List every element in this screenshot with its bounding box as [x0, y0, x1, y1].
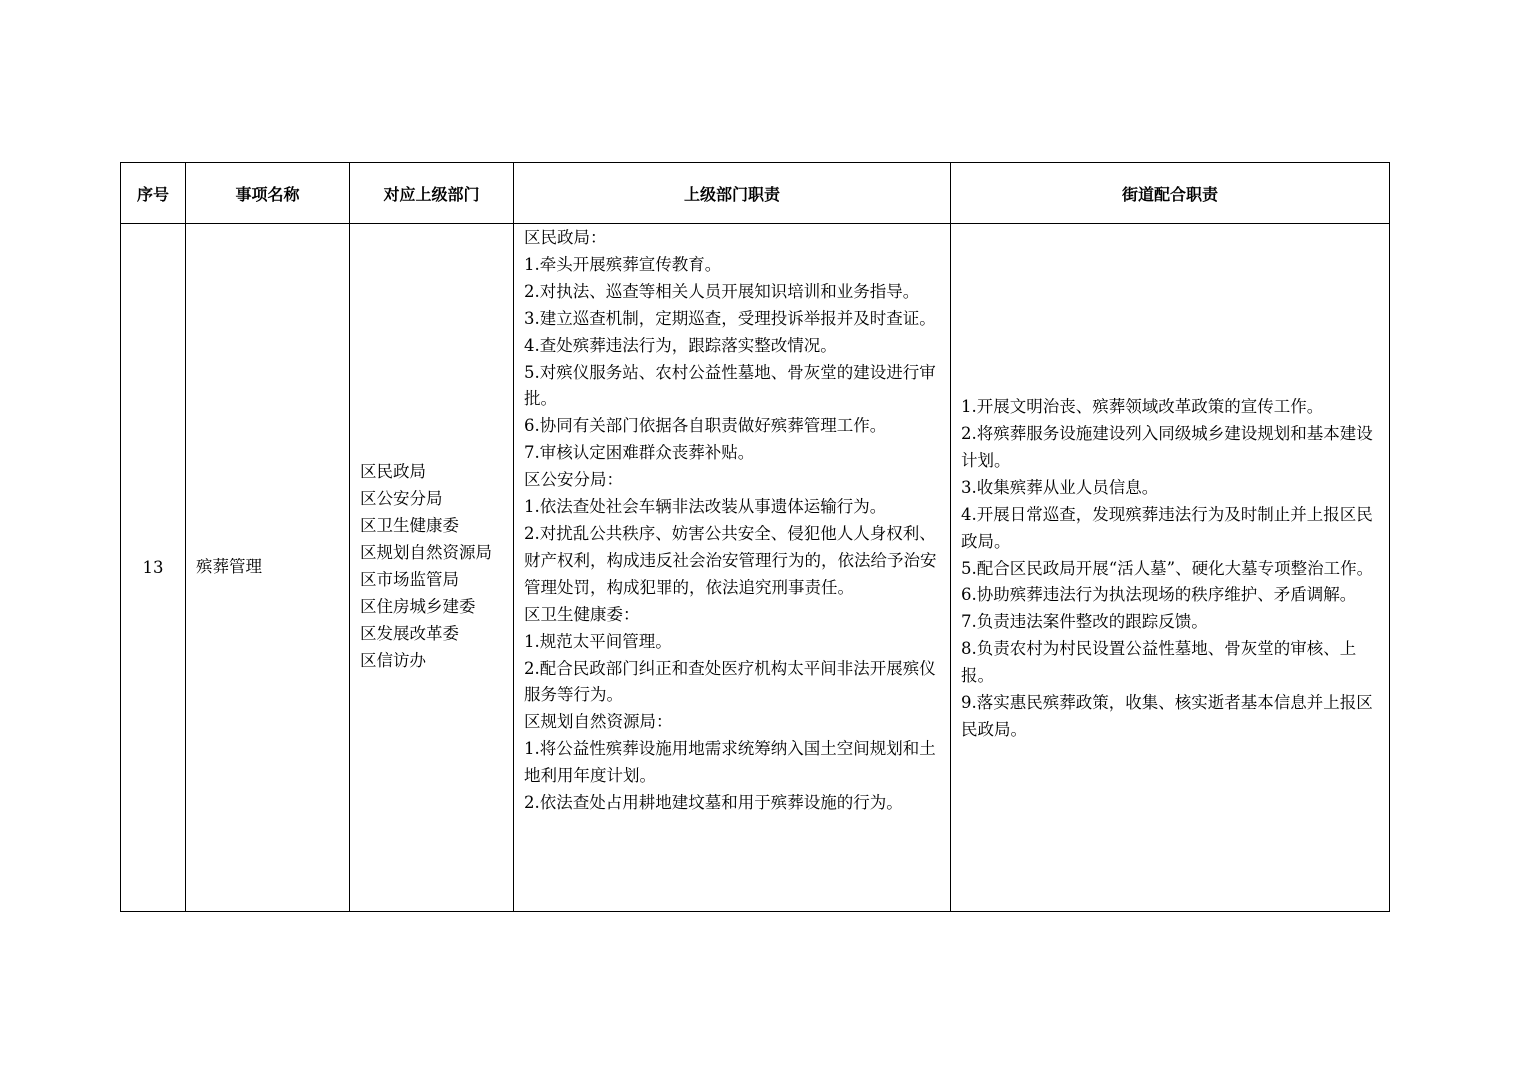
superior-duty-item: 区民政局： — [524, 228, 607, 247]
superior-duty-item: 5.对殡仪服务站、农村公益性墓地、骨灰堂的建设进行审批。 — [524, 362, 936, 409]
header-item-name: 事项名称 — [186, 163, 350, 224]
street-duty-item: 6.协助殡葬违法行为执法现场的秩序维护、矛盾调解。 — [961, 585, 1357, 605]
superior-duty-item: 4.查处殡葬违法行为，跟踪落实整改情况。 — [524, 335, 837, 355]
department-item: 区市场监管局 — [360, 570, 459, 589]
street-duty-item: 8.负责农村为村民设置公益性墓地、骨灰堂的审核、上报。 — [961, 639, 1357, 686]
street-duty-item: 4.开展日常巡查，发现殡葬违法行为及时制止并上报区民政局。 — [961, 504, 1373, 551]
superior-duty-item: 2.依法查处占用耕地建坟墓和用于殡葬设施的行为。 — [524, 793, 903, 813]
superior-duty-item: 3.建立巡查机制，定期巡查，受理投诉举报并及时查证。 — [524, 308, 936, 328]
street-duty-item: 3.收集殡葬从业人员信息。 — [961, 477, 1159, 497]
header-street-duties: 街道配合职责 — [951, 163, 1390, 224]
street-duty-item: 7.负责违法案件整改的跟踪反馈。 — [961, 612, 1208, 632]
header-superior-duties: 上级部门职责 — [514, 163, 951, 224]
departments-cell — [350, 224, 514, 912]
header-row — [121, 163, 1390, 224]
street-duty-item: 5.配合区民政局开展“活人墓”、硬化大墓专项整治工作。 — [961, 558, 1374, 578]
superior-duty-item: 1.依法查处社会车辆非法改装从事遗体运输行为。 — [524, 497, 887, 517]
superior-duties-cell — [514, 224, 951, 912]
superior-duty-item: 1.将公益性殡葬设施用地需求统筹纳入国土空间规划和土地利用年度计划。 — [524, 739, 936, 786]
street-duty-list — [961, 224, 1379, 910]
superior-duty-list — [524, 225, 940, 910]
street-duty-item: 1.开展文明治丧、殡葬领域改革政策的宣传工作。 — [961, 397, 1324, 417]
department-item: 区发展改革委 — [360, 623, 459, 643]
street-duties-cell — [951, 224, 1390, 912]
department-item: 区信访办 — [360, 650, 426, 670]
table-row — [121, 224, 1390, 912]
department-item: 区民政局 — [360, 462, 426, 482]
superior-duty-item: 区公安分局： — [524, 470, 623, 490]
serial-cell — [121, 224, 186, 912]
superior-duty-item: 2.配合民政部门纠正和查处医疗机构太平间非法开展殡仪服务等行为。 — [524, 658, 936, 705]
superior-duty-item: 6.协同有关部门依据各自职责做好殡葬管理工作。 — [524, 416, 887, 436]
superior-duty-item: 7.审核认定困难群众丧葬补贴。 — [524, 443, 755, 463]
department-list — [360, 224, 503, 910]
duty-table — [120, 162, 1390, 912]
item-name: 殡葬管理 — [196, 556, 262, 576]
superior-duty-item: 区规划自然资源局： — [524, 712, 673, 732]
superior-duty-item: 1.规范太平间管理。 — [524, 631, 672, 651]
department-item: 区公安分局 — [360, 489, 443, 509]
street-duty-item: 9.落实惠民殡葬政策，收集、核实逝者基本信息并上报区民政局。 — [961, 693, 1373, 739]
superior-duty-item: 1.牵头开展殡葬宣传教育。 — [524, 254, 722, 274]
header-serial: 序号 — [121, 163, 186, 224]
superior-duty-item: 2.对扰乱公共秩序、妨害公共安全、侵犯他人人身权利、财产权利，构成违反社会治安管理行为的，依法给予治安管理处罚，构成犯罪的，依法追究刑事责任。 — [524, 523, 937, 597]
superior-duty-item: 区卫生健康委： — [524, 604, 640, 624]
department-item: 区住房城乡建委 — [360, 596, 476, 616]
serial-number: 13 — [142, 557, 164, 577]
department-item: 区规划自然资源局 — [360, 543, 492, 563]
item-name-cell — [186, 224, 350, 912]
header-superior-department: 对应上级部门 — [350, 163, 514, 224]
street-duty-item: 2.将殡葬服务设施建设列入同级城乡建设规划和基本建设计划。 — [961, 424, 1373, 470]
superior-duty-item: 2.对执法、巡查等相关人员开展知识培训和业务指导。 — [524, 281, 920, 301]
department-item: 区卫生健康委 — [360, 516, 459, 536]
